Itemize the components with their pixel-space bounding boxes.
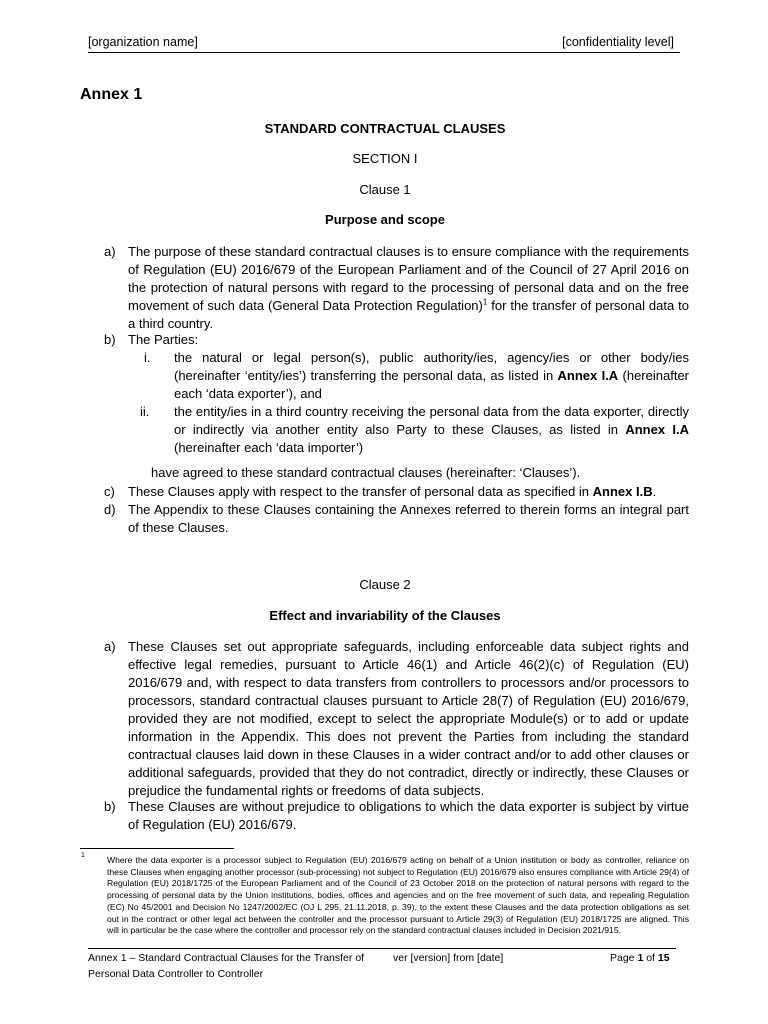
- clause-1-item-b-i: [174, 349, 689, 403]
- clause-2-item-a-text: These Clauses set out appropriate safeguards, including enforceable data subject rights and effective legal remedies, pursuant to Article 46(1) and Article 46(2)(c) of Regulation (EU) 2016/679 and, with respect to data transfers from controllers to processors and/or processors to processors, standard contractual clauses pursuant to Article 28(7) of Regulation (EU) 2016/679, provided they are not modified, except to select the appropriate Module(s) or to add or update information in the Appendix. This does not prevent the Parties from including the standard contractual clauses laid down in these Clauses in a wider contract and/or to add other clauses or additional safeguards, provided that they do not contradict, directly or indirectly, these Clauses or prejudice the fundamental rights or freedoms of data subjects.: [128, 639, 689, 798]
- section-label: SECTION I: [352, 151, 418, 166]
- clause-1-item-c-label: c): [104, 484, 115, 499]
- clause-1-item-b-i-label: i.: [144, 350, 151, 365]
- clause-1-item-a-text: The purpose of these standard contractual clauses is to ensure compliance with the requirements of Regulation (EU) 2016/679 of the European Parliament and of the Council of 27 April 2016 on the protection of natural persons with regard to the processing of personal data and on the free movement of such data (General Data Protection Regulation): [128, 244, 689, 313]
- annex-ib-reference: Annex I.B: [592, 484, 653, 499]
- clause-1-item-a-label: a): [104, 244, 116, 259]
- clause-2-heading: Effect and invariability of the Clauses: [269, 608, 501, 623]
- annex-ia-reference: Annex I.A: [625, 422, 689, 437]
- footnote-separator: [80, 848, 234, 849]
- clause-2-label: Clause 2: [359, 577, 411, 592]
- clause-1-item-b-ii-text: the entity/ies in a third country receiving the personal data from the data exporter, directly or indirectly via another entity also Party to these Clauses, as listed in: [174, 404, 689, 437]
- footer-title-line-1: Annex 1 – Standard Contractual Clauses for the Transfer of: [88, 952, 365, 964]
- clause-2-item-a-label: a): [104, 639, 116, 654]
- clause-1-item-d-label: d): [104, 502, 116, 517]
- footnote-text: Where the data exporter is a processor subject to Regulation (EU) 2016/679 acting on behalf of a Union institution or body as controller, reliance on these Clauses when engaging another processor (sub-processing) not subject to Regulation (EU) 2016/679 also ensures compliance with Article 29(4) of Regulation (EU) 2018/1725 of the European Parliament and of the Council of 23 October 2018 on the protection of natural persons with regard to the processing of personal data by the Union institutions, bodies, offices and agencies and on the free movement of such data, and repealing Regulation (EC) No 45/2001 and Decision No 1247/2002/EC (OJ L 295, 21.11.2018, p. 39), to the extent these Clauses and the data protection obligations as set out in the contract or other legal act between the controller and the processor pursuant to Article 29(3) of Regulation (EU) 2018/1725 are aligned. This will in particular be the case where the controller and processor rely on the standard contractual clauses included in Decision 2021/915.: [107, 855, 689, 936]
- clause-2-item-b-text: These Clauses are without prejudice to obligations to which the data exporter is subject by virtue of Regulation (EU) 2016/679.: [128, 799, 689, 832]
- footer-page-number: [610, 950, 670, 966]
- clause-1-item-b-text: The Parties:: [128, 332, 199, 347]
- footer-document-title: [88, 950, 388, 982]
- total-pages: 15: [657, 952, 670, 964]
- clause-1-item-b-ii: [174, 403, 689, 457]
- footer-separator: [88, 948, 676, 949]
- annex-ia-reference: Annex I.A: [557, 368, 619, 383]
- clause-1-item-b-ii-text-end: (hereinafter each ‘data importer’): [174, 440, 364, 455]
- clause-1-item-a-text-end: for the transfer of personal data to a third country.: [128, 298, 689, 331]
- of-word: of: [643, 952, 658, 964]
- clause-1-item-a: [128, 243, 689, 333]
- clause-1-item-c: [128, 483, 689, 501]
- header-confidentiality-level: [confidentiality level]: [562, 35, 674, 49]
- footer-title-line-2: Personal Data Controller to Controller: [88, 968, 264, 980]
- clause-1-item-b-label: b): [104, 332, 116, 347]
- clause-1-item-b-i-text-end: (hereinafter each ‘data exporter’), and: [174, 368, 689, 401]
- clause-1-item-c-text-end: .: [652, 484, 657, 499]
- header-organization-name: [organization name]: [88, 35, 198, 49]
- annex-title: Annex 1: [80, 86, 143, 103]
- page-header: [88, 34, 680, 53]
- document-title: STANDARD CONTRACTUAL CLAUSES: [264, 121, 506, 136]
- clause-1-heading: Purpose and scope: [325, 212, 445, 227]
- clause-1-agreement-statement: have agreed to these standard contractual clauses (hereinafter: ‘Clauses’).: [151, 465, 581, 480]
- clause-1-item-d-text: The Appendix to these Clauses containing the Annexes referred to therein forms an integral part of these Clauses.: [128, 502, 689, 535]
- clause-1-item-b-i-text: the natural or legal person(s), public authority/ies, agency/ies or other body/ies (hereinafter ‘entity/ies’) transferring the personal data, as listed in: [174, 350, 689, 383]
- clause-1-label: Clause 1: [359, 182, 411, 197]
- clause-2-item-b-label: b): [104, 799, 116, 814]
- footer-version: ver [version] from [date]: [393, 952, 504, 964]
- current-page: 1: [637, 952, 644, 964]
- footnote-reference[interactable]: 1: [482, 297, 488, 307]
- footnote-mark: 1: [81, 852, 85, 859]
- page-word: Page: [610, 952, 638, 964]
- clause-1-item-c-text: These Clauses apply with respect to the transfer of personal data as specified in: [128, 484, 593, 499]
- clause-1-item-b-ii-label: ii.: [140, 404, 150, 419]
